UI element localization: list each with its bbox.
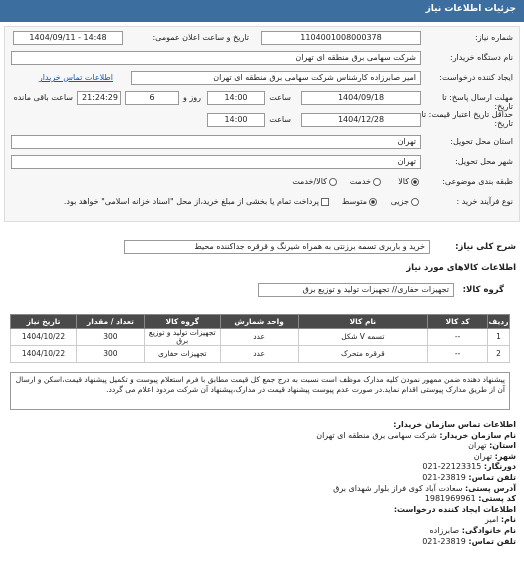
city-field: تهران (11, 155, 421, 169)
days-label: روز و (183, 93, 201, 102)
row-reply-deadline (9, 91, 513, 111)
reply-time-field: 14:00 (207, 91, 265, 105)
col-goods-name: نام کالا (298, 315, 428, 329)
cell-unit: عدد (220, 329, 298, 346)
reply-time-label: ساعت (269, 93, 291, 102)
radio-selected-icon (369, 198, 377, 206)
row-category (9, 175, 513, 191)
postal-label: کد پستی: (478, 494, 516, 504)
phone-value: 23819-021 (422, 472, 466, 482)
row-need-number (9, 31, 513, 47)
row-city (9, 155, 513, 171)
table-row (11, 329, 510, 346)
fax-label: دورنگار: (483, 462, 516, 472)
days-remaining-field: 6 (125, 91, 179, 105)
category-label: طبقه بندی موضوعی: (442, 177, 513, 186)
col-need-date: تاریخ نیاز (11, 315, 77, 329)
buyer-field: شرکت سهامی برق منطقه ای تهران (11, 51, 421, 65)
radio-icon (373, 178, 381, 186)
name-value: امیر (485, 515, 499, 525)
buyer-contact-link[interactable]: اطلاعات تماس خریدار (38, 73, 113, 82)
radio-icon (411, 198, 419, 206)
org-label: نام سازمان خریدار: (439, 430, 516, 440)
category-option-goods-service[interactable]: کالا/خدمت (292, 177, 337, 186)
cell-quantity: 300 (76, 329, 144, 346)
row-validity (9, 110, 513, 129)
cell-goods-code: -- (428, 329, 488, 346)
cell-need-date: 1404/10/22 (11, 329, 77, 346)
postal-value: 1981969961 (424, 494, 476, 504)
col-quantity: تعداد / مقدار (76, 315, 144, 329)
reply-label: مهلت ارسال پاسخ: تا تاریخ: (441, 93, 513, 111)
process-option-partial[interactable]: جزیی (391, 197, 419, 206)
family-value: صابرزاده (429, 525, 460, 535)
radio-selected-icon (411, 178, 419, 186)
goods-group-field: تجهیزات حفاری// تجهیزات تولید و توزیع برق (258, 283, 454, 297)
reply-date-field: 1404/09/18 (301, 91, 421, 105)
cell-quantity: 300 (76, 346, 144, 363)
goods-table (10, 314, 510, 363)
col-goods-code: کد کالا (428, 315, 488, 329)
creator-phone-value: 23819-021 (422, 536, 466, 546)
contact-title: اطلاعات تماس سازمان خریدار: (393, 420, 516, 429)
need-summary-field: خرید و باربری تسمه برزنتی به همراه شیرنگ و قرقره جداکننده محیط (124, 240, 430, 254)
treasury-payment-checkbox[interactable]: پرداخت تمام یا بخشی از مبلغ خرید،از محل "اسناد خزانه اسلامی" خواهد بود. (64, 197, 329, 206)
validity-label: حداقل تاریخ اعتبار قیمت: تا تاریخ: (421, 110, 513, 128)
checkbox-icon (321, 198, 329, 206)
need-summary-label: شرح کلی نیاز: (455, 242, 516, 252)
col-row-number: ردیف (488, 315, 510, 329)
cell-row-number: 2 (488, 346, 510, 363)
contact-city-label: شهر: (494, 451, 516, 461)
cell-row-number: 1 (488, 329, 510, 346)
process-option-medium[interactable]: متوسط (342, 197, 377, 206)
contact-province-label: استان: (489, 441, 516, 451)
row-province (9, 135, 513, 151)
cell-goods-code: -- (428, 346, 488, 363)
col-unit: واحد شمارش (220, 315, 298, 329)
need-details-panel (4, 26, 520, 222)
row-process (9, 195, 513, 211)
row-creator (9, 71, 513, 87)
creator-phone-label: تلفن تماس: (468, 536, 516, 546)
contact-province-value: تهران (468, 441, 487, 451)
creator-label: ایجاد کننده درخواست: (439, 73, 513, 82)
creator-info-title: اطلاعات ایجاد کننده درخواست: (393, 504, 516, 514)
province-field: تهران (11, 135, 421, 149)
cell-goods-group: تجهیزات حفاری (144, 346, 220, 363)
cell-goods-name: تسمه V شکل (298, 329, 428, 346)
need-number-field: 1104001008000378 (261, 31, 421, 45)
goods-info-title: اطلاعات کالاهای مورد نیاز (406, 263, 516, 273)
cell-goods-group: تجهیزات تولید و توزیع برق (144, 329, 220, 346)
process-label: نوع فرآیند خرید : (456, 197, 513, 206)
remaining-label: ساعت باقی مانده (13, 93, 73, 102)
fax-value: 22123315-021 (422, 462, 482, 472)
cell-need-date: 1404/10/22 (11, 346, 77, 363)
phone-label: تلفن تماس: (468, 472, 516, 482)
validity-time-field: 14:00 (207, 113, 265, 127)
name-label: نام: (500, 515, 516, 525)
address-value: سعادت آباد کوی فراز بلوار شهدای برق (333, 483, 463, 493)
city-label: شهر محل تحویل: (455, 157, 513, 166)
cell-goods-name: قرقره متحرک (298, 346, 428, 363)
col-goods-group: گروه کالا (144, 315, 220, 329)
creator-field: امیر صابرزاده کارشناس شرکت سهامی برق منطقه ای تهران (131, 71, 421, 85)
need-number-label: شماره نیاز: (475, 33, 513, 42)
radio-icon (329, 178, 337, 186)
table-row (11, 346, 510, 363)
validity-time-label: ساعت (269, 115, 291, 124)
row-buyer (9, 51, 513, 67)
contact-city-value: تهران (473, 451, 493, 461)
goods-group-label: گروه کالا: (462, 285, 504, 295)
buyer-notes: پیشنهاد دهنده ضمن ممهور نمودن کلیه مدارک موظف است نسبت به درج جمع کل قیمت مطابق با فرم استعلام پیوست و تکمیل پیشنهاد قیمت،اسکن و ارسال آن از طریق مدارک پیوستی اقدام نماید.در صورت عدم پیوست پیشنهاد قیمت در مدارک،پیشنهاد آن شرکت مردود اعلام می گردد. (10, 372, 510, 410)
announce-field: 1404/09/11 - 14:48 (13, 31, 123, 45)
family-label: نام خانوادگی: (461, 525, 516, 535)
buyer-contact-info (8, 420, 516, 547)
validity-date-field: 1404/12/28 (301, 113, 421, 127)
remaining-time-field: 21:24:29 (77, 91, 121, 105)
address-label: آدرس پستی: (465, 483, 516, 493)
org-value: شرکت سهامی برق منطقه ای تهران (316, 430, 437, 440)
province-label: استان محل تحویل: (450, 137, 513, 146)
cell-unit: عدد (220, 346, 298, 363)
category-option-service[interactable]: خدمت (350, 177, 381, 186)
announce-label: تاریخ و ساعت اعلان عمومی: (152, 33, 249, 42)
table-header-row (11, 315, 510, 329)
page-title: جزئیات اطلاعات نیاز (0, 0, 524, 22)
category-option-goods[interactable]: کالا (398, 177, 419, 186)
buyer-label: نام دستگاه خریدار: (450, 53, 513, 62)
